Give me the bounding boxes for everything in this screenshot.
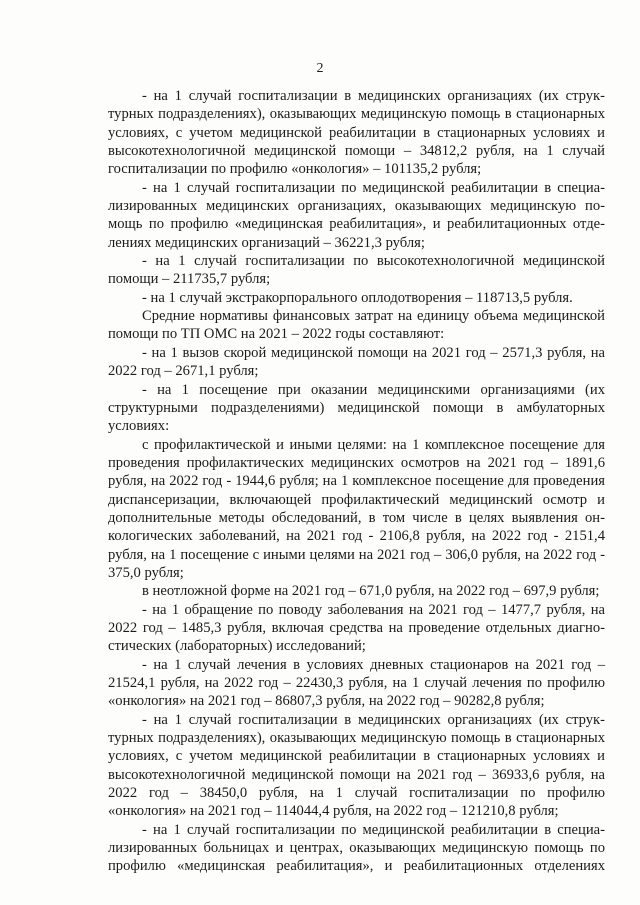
paragraph: Средние нормативы финансовых затрат на единицу объема медицинской помощи по ТП ОМС на 2021 – 2022 годы составляют: bbox=[108, 308, 605, 343]
paragraph: - на 1 случай экстракорпорального оплодотворения – 118713,5 рубля. bbox=[142, 289, 573, 306]
page-number: 2 bbox=[316, 61, 324, 76]
paragraph: - на 1 обращение по поводу заболевания на 2021 год – 1477,7 рубля, на 2022 год – 1485,3 рубля, включая средства на проведение отдельных диагностических (лабораторных) исследований; bbox=[108, 601, 605, 655]
document-body bbox=[108, 87, 605, 876]
paragraph: - на 1 вызов скорой медицинской помощи на 2021 год – 2571,3 рубля, на 2022 год – 2671,1 рубля; bbox=[108, 344, 605, 380]
paragraph: с профилактической и иными целями: на 1 комплексное посещение для проведения профилактических медицинских осмотров на 2021 год – 1891,6 рубля, на 2022 год - 1944,6 рубля; на 1 комплексное посещение для проведения диспансеризации, включающей профилактический медицинский осмотр и дополнительные методы обследований, в том числе в целях выявления онкологических заболеваний, на 2021 год - 2106,8 рубля, на 2022 год - 2151,4 рубля, на 1 посещение с иными целями на 2021 год – 306,0 рубля, на 2022 год - 375,0 рубля; bbox=[108, 436, 605, 581]
paragraph: - на 1 случай госпитализации по медицинской реабилитации в специализированных больницах и центрах, оказывающих медицинскую помощь по профилю «медицинская реабилитация», и реабилитационных отделениях bbox=[108, 821, 605, 875]
paragraph: в неотложной форме на 2021 год – 671,0 рубля, на 2022 год – 697,9 рубля; bbox=[142, 583, 600, 600]
paragraph: - на 1 случай госпитализации в медицинских организациях (их структурных подразделениях), оказывающих медицинскую помощь в стационарных условиях, с учетом медицинской реабилитации в стационарных условиях и высокотехнологичной медицинской помощи на 2021 год – 36933,6 рубля, на 2022 год – 38450,0 рубля, на 1 случай госпитализации по профилю «онкология» на 2021 год – 114044,4 рубля, на 2022 год – 121210,8 рубля; bbox=[108, 711, 605, 820]
paragraph: - на 1 случай госпитализации в медицинских организациях (их структурных подразделениях), оказывающих медицинскую помощь в стационарных условиях, с учетом медицинской реабилитации в стационарных условиях и высокотехнологичной медицинской помощи – 34812,2 рубля, на 1 случай госпитализации по профилю «онкология» – 101135,2 рубля; bbox=[108, 88, 605, 178]
paragraph: - на 1 случай госпитализации по медицинской реабилитации в специализированных медицинских организациях, оказывающих медицинскую помощь по профилю «медицинская реабилитация», и реабилитационных отделениях медицинских организаций – 36221,3 рубля; bbox=[108, 179, 605, 251]
paragraph: - на 1 случай лечения в условиях дневных стационаров на 2021 год – 21524,1 рубля, на 2022 год – 22430,3 рубля, на 1 случай лечения по профилю «онкология» на 2021 год – 86807,3 рубля, на 2022 год – 90282,8 рубля; bbox=[108, 656, 605, 710]
paragraph: - на 1 случай госпитализации по высокотехнологичной медицинской помощи – 211735,7 рубля; bbox=[108, 253, 605, 288]
paragraph: - на 1 посещение при оказании медицинскими организациями (их структурными подразделениями) медицинской помощи в амбулаторных условиях: bbox=[108, 381, 605, 435]
